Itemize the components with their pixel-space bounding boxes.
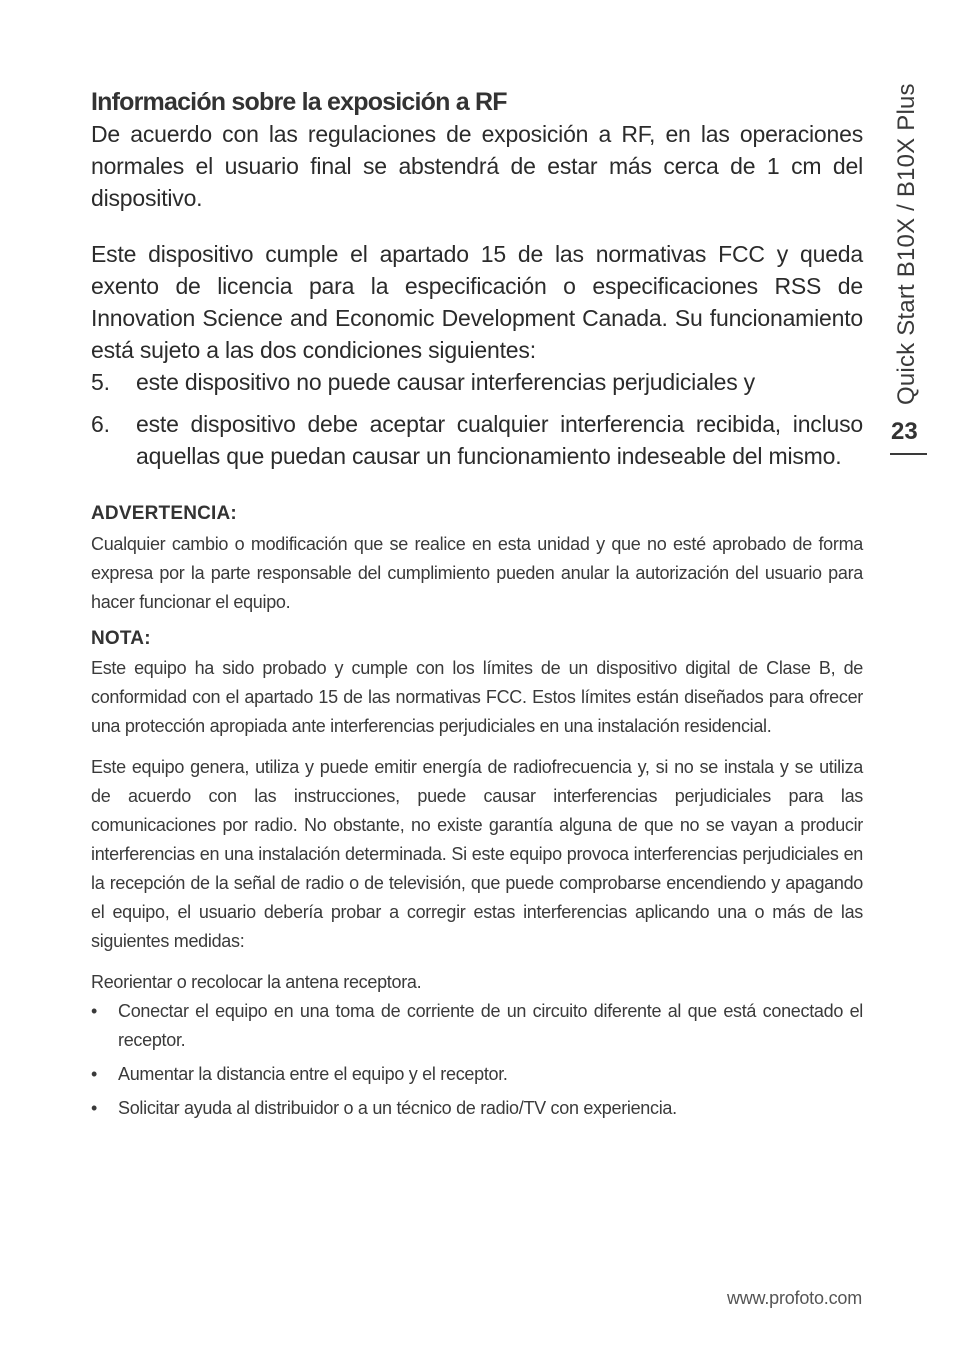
note-section <box>91 627 863 1123</box>
section-title: Información sobre la exposición a RF <box>91 88 507 116</box>
measure-text: Aumentar la distancia entre el equipo y el receptor. <box>118 1064 508 1084</box>
bullet-icon: • <box>91 1001 98 1021</box>
measure-item <box>91 1060 863 1089</box>
warning-heading: ADVERTENCIA: <box>91 503 237 524</box>
warning-section <box>91 502 863 617</box>
note-paragraph-2: Este equipo genera, utiliza y puede emitir energía de radiofrecuencia y, si no se instala y se utiliza de acuerdo con las instrucciones, puede causar interferencias perjudiciales para las comunicaciones por radio. No obstante, no existe garantía alguna de que no se vayan a producir interferencias en una instalación determinada. Si este equipo provoca interferencias perjudiciales en la recepción de la señal de radio o de televisión, que puede comprobarse encendiendo y apagando el equipo, el usuario debería probar a corregir estas interferencias aplicando una o más de las siguientes medidas: <box>91 757 863 951</box>
rf-exposure-paragraph: De acuerdo con las regulaciones de exposición a RF, en las operaciones normales el usuario final se abstendrá de estar más cerca de 1 cm del dispositivo. <box>91 121 863 211</box>
condition-number: 6. <box>91 411 110 437</box>
condition-item <box>91 408 863 472</box>
conditions-list <box>91 366 863 472</box>
measure-text: Conectar el equipo en una toma de corriente de un circuito diferente al que está conectado el receptor. <box>118 1001 863 1050</box>
condition-number: 5. <box>91 369 110 395</box>
compliance-paragraph: Este dispositivo cumple el apartado 15 de las normativas FCC y queda exento de licencia para la especificación o especificaciones RSS de Innovation Science and Economic Development Canada. Su funcionamiento está sujeto a las dos condiciones siguientes: <box>91 241 863 363</box>
measure-item <box>91 997 863 1055</box>
page-number: 23 <box>891 418 918 445</box>
condition-text: este dispositivo debe aceptar cualquier interferencia recibida, incluso aquellas que puedan causar un funcionamiento indeseable del mismo. <box>136 411 863 469</box>
condition-text: este dispositivo no puede causar interferencias perjudiciales y <box>136 369 755 395</box>
side-product-label: Quick Start B10X / B10X Plus <box>893 83 920 405</box>
bullet-icon: • <box>91 1098 98 1118</box>
measures-list <box>91 997 863 1123</box>
main-content <box>91 86 863 1123</box>
note-paragraph-1: Este equipo ha sido probado y cumple con los límites de un dispositivo digital de Clase B, de conformidad con el apartado 15 de las normativas FCC. Estos límites están diseñados para ofrecer una protección apropiada ante interferencias perjudiciales en una instalación residencial. <box>91 658 863 736</box>
note-heading: NOTA: <box>91 628 151 649</box>
page-number-rule <box>890 453 927 455</box>
measure-text: Solicitar ayuda al distribuidor o a un técnico de radio/TV con experiencia. <box>118 1098 677 1118</box>
measure-item <box>91 1094 863 1123</box>
reorient-antenna-text: Reorientar o recolocar la antena receptora. <box>91 972 422 992</box>
warning-text: Cualquier cambio o modificación que se realice en esta unidad y que no esté aprobado de forma expresa por la parte responsable del cumplimiento pueden anular la autorización del usuario para hacer funcionar el equipo. <box>91 534 863 612</box>
condition-item <box>91 366 863 398</box>
footer-url: www.profoto.com <box>726 1288 862 1308</box>
bullet-icon: • <box>91 1064 98 1084</box>
